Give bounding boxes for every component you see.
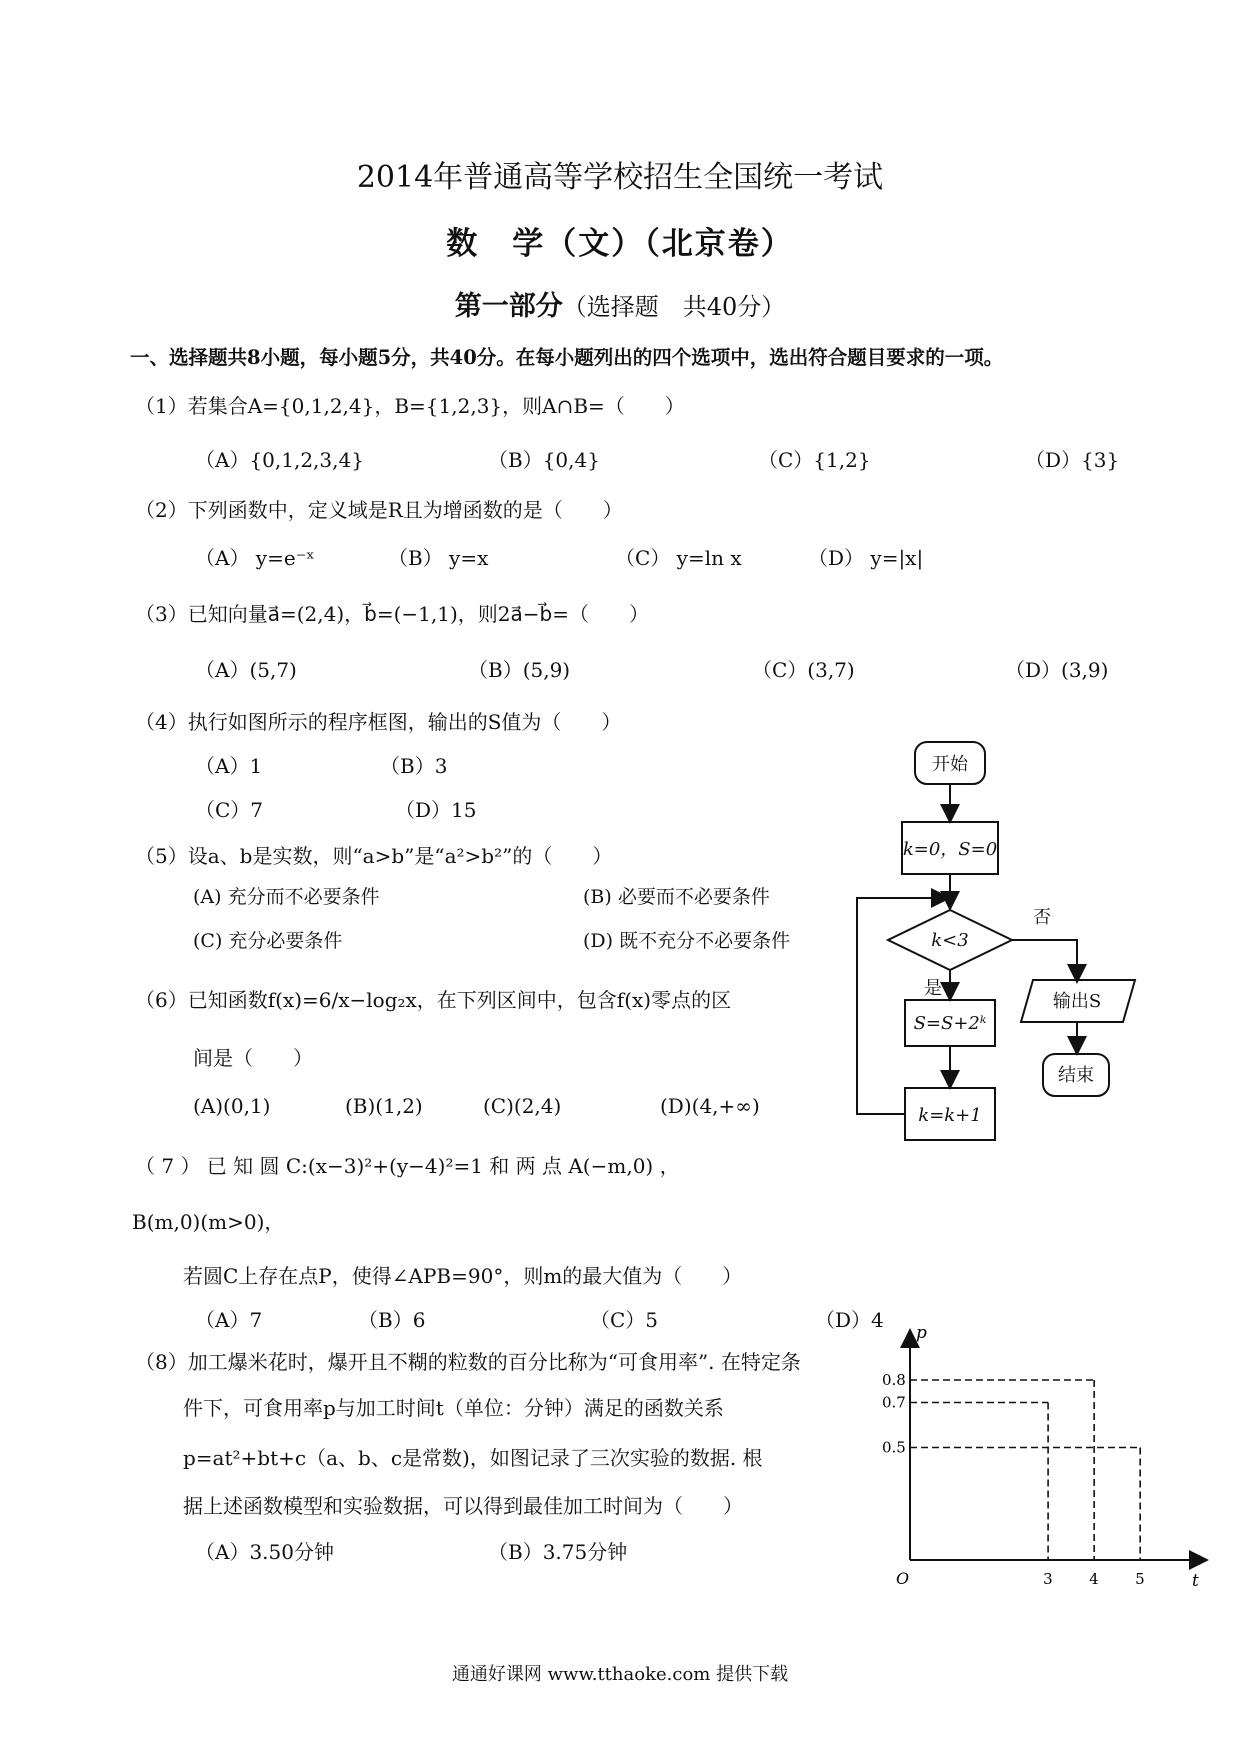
y-tick-label: 0.5 bbox=[882, 1438, 906, 1457]
flow-step-label: S=S+2ᵏ bbox=[913, 1013, 987, 1034]
q7-option-a: （A）7 bbox=[195, 1308, 263, 1332]
flow-start-label: 开始 bbox=[932, 754, 968, 775]
page-footer: 通通好课网 www.tthaoke.com 提供下载 bbox=[451, 1664, 789, 1685]
part-title: 第一部分 bbox=[454, 291, 563, 322]
flow-init-label: k=0，S=0 bbox=[902, 839, 998, 860]
q7-option-c: （C）5 bbox=[590, 1308, 659, 1332]
q5-stem: （5）设a、b是实数，则“a>b”是“a²>b²”的（ ） bbox=[135, 844, 613, 868]
q5-option-d: (D) 既不充分不必要条件 bbox=[583, 930, 791, 952]
q5-option-a: (A) 充分而不必要条件 bbox=[193, 886, 380, 908]
q4-option-d: （D）15 bbox=[395, 798, 477, 822]
q6-option-d: (D)(4,+∞) bbox=[660, 1094, 760, 1118]
section-instruction: 一、选择题共8小题，每小题5分，共40分。在每小题列出的四个选项中，选出符合题目要求的一项。 bbox=[130, 346, 1004, 369]
q8-option-b: （B）3.75分钟 bbox=[488, 1540, 628, 1564]
q3-option-a: （A）(5,7) bbox=[195, 658, 297, 682]
flow-end-label: 结束 bbox=[1058, 1065, 1094, 1086]
q8-option-a: （A）3.50分钟 bbox=[195, 1540, 334, 1564]
part-heading bbox=[0, 284, 1240, 323]
q8-stem-cont: 件下，可食用率p与加工时间t（单位：分钟）满足的函数关系 bbox=[183, 1396, 724, 1420]
flow-cond-label: k<3 bbox=[931, 930, 969, 951]
q4-option-c: （C）7 bbox=[195, 798, 264, 822]
y-tick-label: 0.7 bbox=[882, 1393, 906, 1412]
q7-option-d: （D）4 bbox=[815, 1308, 884, 1332]
q6-option-b: (B)(1,2) bbox=[345, 1094, 423, 1118]
q7-option-b: （B）6 bbox=[358, 1308, 426, 1332]
y-axis-label: p bbox=[916, 1323, 927, 1343]
q2-stem: （2）下列函数中，定义域是R且为增函数的是（ ） bbox=[135, 498, 623, 522]
x-tick-label: 5 bbox=[1135, 1570, 1145, 1588]
x-axis-label: t bbox=[1192, 1571, 1199, 1591]
q8-stem: （8）加工爆米花时，爆开且不糊的粒数的百分比称为“可食用率”. 在特定条 bbox=[135, 1350, 801, 1374]
q1-option-d: （D）{3} bbox=[1025, 448, 1120, 472]
q8-stem-cont2: p=at²+bt+c（a、b、c是常数)，如图记录了三次实验的数据. 根 bbox=[183, 1446, 763, 1470]
part-note: （选择题 共40分） bbox=[562, 293, 786, 321]
q6-option-a: (A)(0,1) bbox=[193, 1094, 271, 1118]
q2-option-a: （A） y=e⁻ˣ bbox=[195, 546, 315, 570]
q8-data-graph bbox=[880, 1320, 1210, 1610]
q2-option-d: （D） y=|x| bbox=[808, 546, 924, 570]
q6-stem-cont: 间是（ ） bbox=[193, 1046, 313, 1070]
x-tick-label: 4 bbox=[1089, 1570, 1099, 1588]
exam-title: 2014年普通高等学校招生全国统一考试 bbox=[356, 160, 884, 195]
x-tick-label: 3 bbox=[1043, 1570, 1053, 1588]
q6-stem: （6）已知函数f(x)=6/x−log₂x，在下列区间中，包含f(x)零点的区 bbox=[135, 988, 732, 1012]
q3-option-d: （D）(3,9) bbox=[1005, 658, 1109, 682]
q5-option-c: (C) 充分必要条件 bbox=[193, 930, 343, 952]
flow-output-label: 输出S bbox=[1052, 991, 1102, 1012]
y-tick-label: 0.8 bbox=[882, 1371, 906, 1389]
q1-option-a: （A）{0,1,2,3,4} bbox=[195, 448, 364, 472]
q4-option-b: （B）3 bbox=[380, 754, 448, 778]
q2-option-b: （B） y=x bbox=[388, 546, 489, 570]
q1-option-c: （C）{1,2} bbox=[758, 448, 871, 472]
q7-stem-cont2: 若圆C上存在点P，使得∠APB=90°，则m的最大值为（ ） bbox=[183, 1264, 743, 1288]
q7-stem-cont: B(m,0)(m>0)， bbox=[132, 1210, 285, 1234]
q1-option-b: （B）{0,4} bbox=[488, 448, 600, 472]
flow-no-label: 否 bbox=[1033, 907, 1051, 928]
origin-label: O bbox=[896, 1569, 910, 1588]
q1-stem: （1）若集合A={0,1,2,4}，B={1,2,3}，则A∩B=（ ） bbox=[135, 394, 685, 418]
q4-stem: （4）执行如图所示的程序框图，输出的S值为（ ） bbox=[135, 710, 622, 734]
q3-option-b: （B）(5,9) bbox=[468, 658, 571, 682]
q5-option-b: (B) 必要而不必要条件 bbox=[583, 886, 770, 908]
q7-stem: （ 7 ） 已 知 圆 C:(x−3)²+(y−4)²=1 和 两 点 A(−m,0) ， bbox=[135, 1154, 680, 1178]
q6-option-c: (C)(2,4) bbox=[483, 1094, 562, 1118]
q3-option-c: （C）(3,7) bbox=[752, 658, 855, 682]
q8-stem-cont3: 据上述函数模型和实验数据，可以得到最佳加工时间为（ ） bbox=[183, 1494, 743, 1518]
exam-subject: 数 学（文）（北京卷） bbox=[446, 226, 794, 262]
flow-inc-label: k=k+1 bbox=[918, 1105, 982, 1126]
q4-option-a: （A）1 bbox=[195, 754, 263, 778]
q3-stem: （3）已知向量a⃗=(2,4)，b⃗=(−1,1)，则2a⃗−b⃗=（ ） bbox=[135, 602, 649, 626]
flow-yes-label: 是 bbox=[924, 978, 942, 999]
q2-option-c: （C） y=ln x bbox=[615, 546, 742, 570]
program-flowchart bbox=[855, 740, 1155, 1170]
